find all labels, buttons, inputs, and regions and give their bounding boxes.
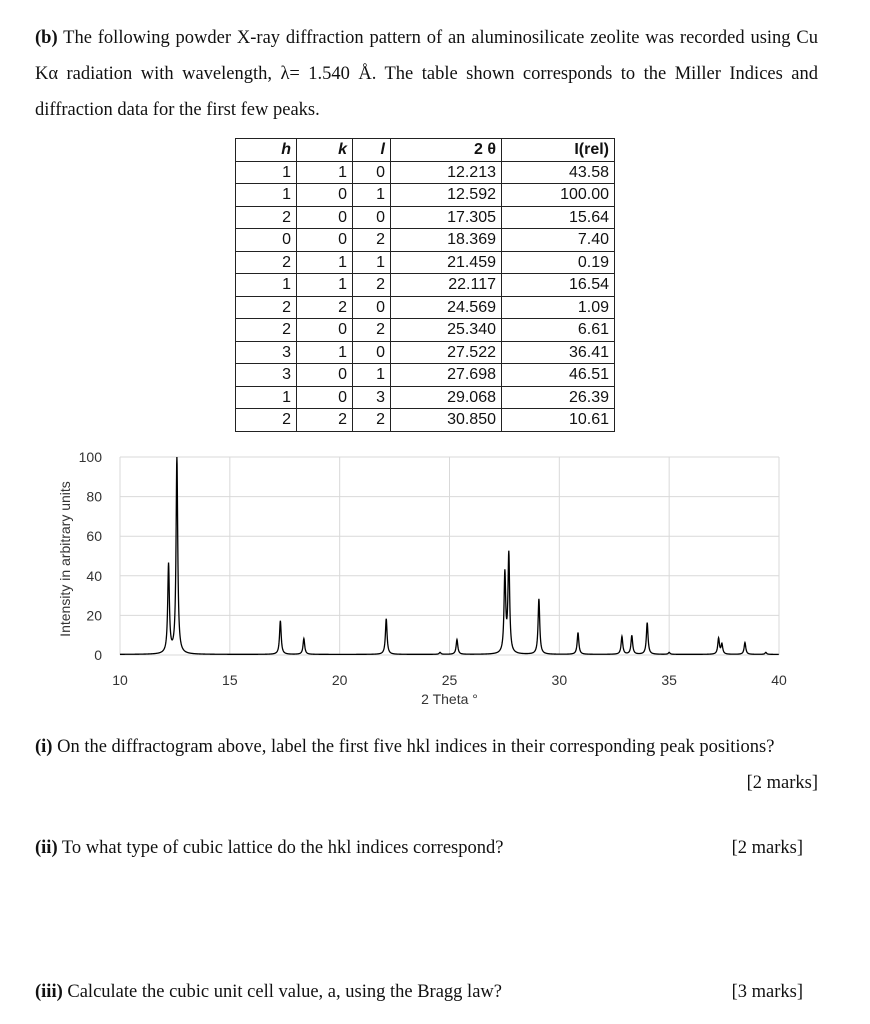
table-cell: 3	[236, 364, 297, 387]
table-cell: 22.117	[391, 274, 502, 297]
table-cell: 25.340	[391, 319, 502, 342]
table-cell: 46.51	[502, 364, 615, 387]
part-label: (b)	[35, 28, 58, 48]
y-tick-label: 40	[86, 567, 102, 584]
x-tick-label: 40	[771, 672, 787, 688]
column-header: k	[297, 139, 353, 162]
question-1: (i) On the diffractogram above, label the first five hkl indices in their corresponding peak positions? [2 marks]	[35, 729, 818, 801]
table-cell: 12.213	[391, 161, 502, 184]
x-tick-label: 20	[331, 672, 348, 688]
table-cell: 36.41	[502, 341, 615, 364]
table-row	[236, 274, 615, 297]
table-cell: 2	[353, 229, 391, 252]
table-cell: 1	[236, 386, 297, 409]
table-cell: 1	[236, 184, 297, 207]
x-tick-label: 25	[441, 672, 458, 688]
marks: [2 marks]	[731, 838, 803, 858]
table-cell: 2	[297, 296, 353, 319]
x-tick-label: 30	[551, 672, 568, 688]
table-cell: 0	[353, 341, 391, 364]
table-cell: 21.459	[391, 251, 502, 274]
table-row	[236, 341, 615, 364]
y-tick-label: 80	[86, 488, 102, 505]
table-row	[236, 251, 615, 274]
table-cell: 27.522	[391, 341, 502, 364]
marks: [2 marks]	[746, 773, 818, 793]
table-cell: 29.068	[391, 386, 502, 409]
table-cell: 2	[236, 206, 297, 229]
table-cell: 0	[353, 161, 391, 184]
y-tick-label: 20	[86, 607, 102, 624]
table-cell: 10.61	[502, 409, 615, 432]
table-cell: 2	[236, 319, 297, 342]
table-cell: 12.592	[391, 184, 502, 207]
table-cell: 6.61	[502, 319, 615, 342]
table-row	[236, 161, 615, 184]
table-cell: 2	[353, 409, 391, 432]
table-row	[236, 296, 615, 319]
diffraction-table	[235, 138, 615, 432]
table-cell: 0	[297, 386, 353, 409]
table-cell: 0.19	[502, 251, 615, 274]
table-cell: 1	[297, 341, 353, 364]
table-cell: 15.64	[502, 206, 615, 229]
table-cell: 2	[353, 274, 391, 297]
table-cell: 3	[353, 386, 391, 409]
column-header: h	[236, 139, 297, 162]
table-cell: 0	[297, 319, 353, 342]
table-cell: 2	[297, 409, 353, 432]
table-row	[236, 184, 615, 207]
table-cell: 1	[236, 274, 297, 297]
question-3: (iii) Calculate the cubic unit cell value, a, using the Bragg law? [3 marks]	[35, 982, 803, 1002]
table-row	[236, 409, 615, 432]
y-tick-label: 0	[94, 647, 102, 663]
table-cell: 1	[353, 364, 391, 387]
table-cell: 3	[236, 341, 297, 364]
table-cell: 0	[297, 206, 353, 229]
table-cell: 0	[297, 229, 353, 252]
marks: [3 marks]	[731, 982, 803, 1002]
table-cell: 1	[353, 251, 391, 274]
table-row	[236, 229, 615, 252]
table-cell: 1	[297, 161, 353, 184]
table-cell: 1	[297, 274, 353, 297]
xrd-chart	[0, 440, 870, 720]
table-cell: 18.369	[391, 229, 502, 252]
x-tick-label: 10	[112, 672, 128, 688]
table-cell: 1	[236, 161, 297, 184]
table-cell: 17.305	[391, 206, 502, 229]
table-cell: 1	[297, 251, 353, 274]
table-cell: 1	[353, 184, 391, 207]
table-row	[236, 319, 615, 342]
question-2: (ii) To what type of cubic lattice do the hkl indices correspond? [2 marks]	[35, 838, 803, 858]
intro-text: The following powder X-ray diffraction pattern of an aluminosilicate zeolite was recorded using Cu Kα radiation with wavelength, λ= 1.540 Å. The table shown corresponds to the Miller Indices and diffraction data for the first few peaks.	[35, 28, 818, 120]
table-cell: 24.569	[391, 296, 502, 319]
column-header: I(rel)	[502, 139, 615, 162]
table-cell: 2	[236, 251, 297, 274]
table-row	[236, 364, 615, 387]
column-header: l	[353, 139, 391, 162]
column-header: 2 θ	[391, 139, 502, 162]
x-axis-label: 2 Theta °	[421, 691, 478, 707]
table-cell: 16.54	[502, 274, 615, 297]
table-cell: 30.850	[391, 409, 502, 432]
table-row	[236, 206, 615, 229]
table-cell: 0	[353, 206, 391, 229]
table-cell: 2	[236, 409, 297, 432]
y-axis-label: Intensity in arbitrary units	[57, 481, 73, 637]
x-tick-label: 35	[661, 672, 677, 688]
table-cell: 2	[236, 296, 297, 319]
table-cell: 0	[236, 229, 297, 252]
table-cell: 43.58	[502, 161, 615, 184]
y-tick-label: 100	[78, 449, 102, 465]
table-cell: 1.09	[502, 296, 615, 319]
table-cell: 7.40	[502, 229, 615, 252]
table-row	[236, 386, 615, 409]
intro-paragraph	[35, 20, 818, 128]
table-cell: 100.00	[502, 184, 615, 207]
table-cell: 26.39	[502, 386, 615, 409]
table-cell: 2	[353, 319, 391, 342]
table-cell: 27.698	[391, 364, 502, 387]
table-cell: 0	[353, 296, 391, 319]
table-cell: 0	[297, 184, 353, 207]
table-cell: 0	[297, 364, 353, 387]
y-tick-label: 60	[86, 528, 102, 545]
x-tick-label: 15	[222, 672, 238, 688]
